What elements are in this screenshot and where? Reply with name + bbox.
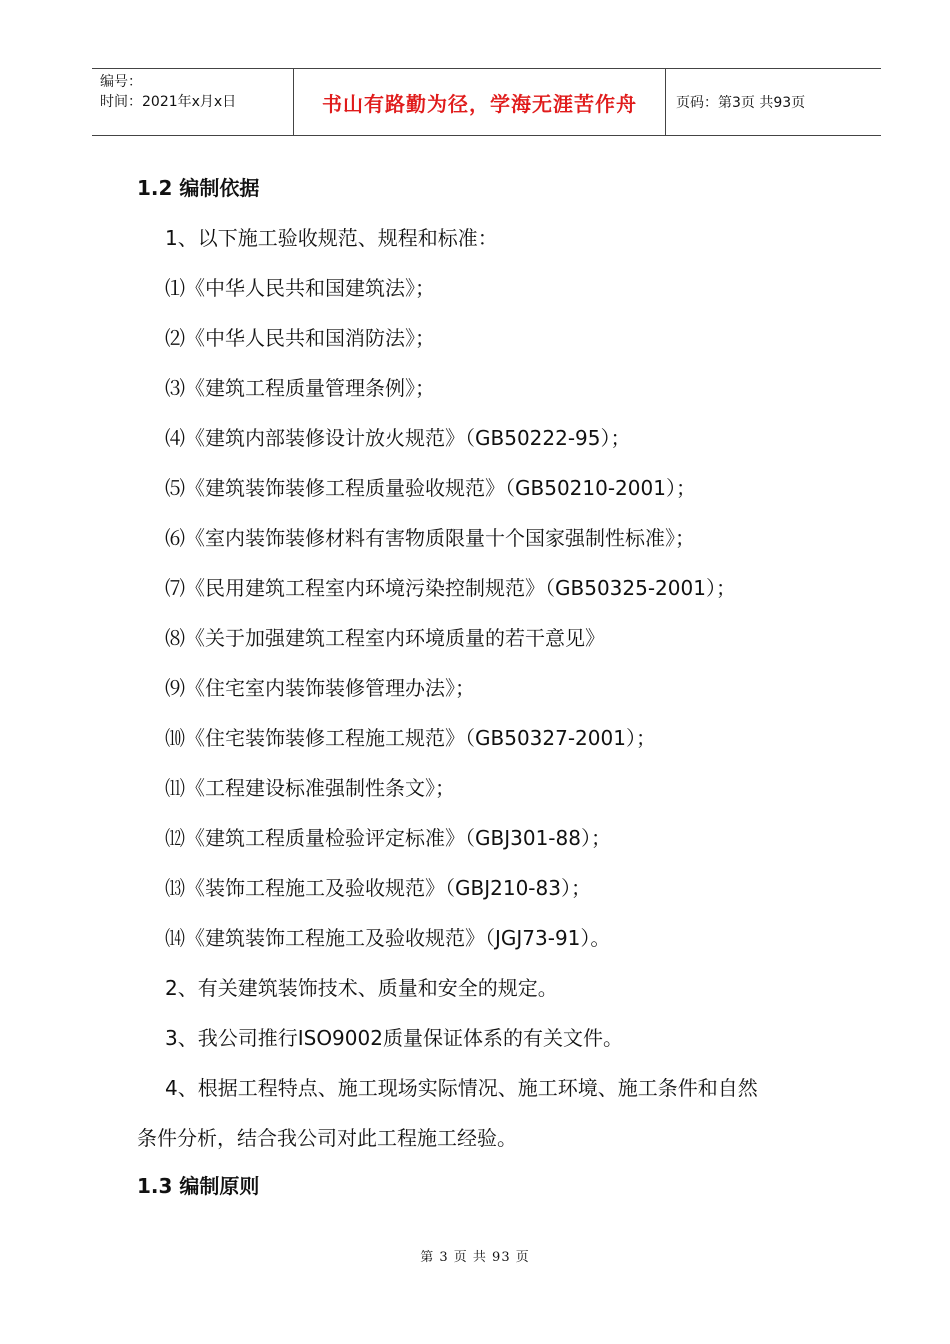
- list-item: ⑺《民用建筑工程室内环境污染控制规范》（GB50325-2001）；: [165, 576, 736, 600]
- list-item: ⑾《工程建设标准强制性条文》；: [165, 776, 455, 800]
- header-page-label: 页码：第3页 共93页: [676, 95, 806, 111]
- page-header: [92, 68, 881, 136]
- list-item: ⑸《建筑装饰装修工程质量验收规范》（GB50210-2001）；: [165, 476, 696, 500]
- list-item: ⑷《建筑内部装修设计放火规范》（GB50222-95）；: [165, 426, 631, 450]
- list-item: ⑵《中华人民共和国消防法》；: [165, 326, 435, 350]
- paragraph-line: 4、根据工程特点、施工现场实际情况、施工环境、施工条件和自然: [165, 1076, 758, 1100]
- serial-label: 编号：: [100, 74, 142, 90]
- section-title-1-3: 1.3 编制原则: [137, 1174, 260, 1198]
- page-footer: 第 3 页 共 93 页: [420, 1250, 530, 1265]
- paragraph-line: 条件分析，结合我公司对此工程施工经验。: [137, 1126, 517, 1150]
- list-item: ⒁《建筑装饰工程施工及验收规范》（JGJ73-91）。: [165, 926, 611, 950]
- header-left-cell: [92, 69, 293, 135]
- list-item: ⑴《中华人民共和国建筑法》；: [165, 276, 435, 300]
- list-item: ⑼《住宅室内装饰装修管理办法》；: [165, 676, 475, 700]
- list-item: 2、有关建筑装饰技术、质量和安全的规定。: [165, 976, 558, 1000]
- list-item: ⑹《室内装饰装修材料有害物质限量十个国家强制性标准》；: [165, 526, 695, 550]
- list-item: ⑽《住宅装饰装修工程施工规范》（GB50327-2001）；: [165, 726, 656, 750]
- list-item: ⑶《建筑工程质量管理条例》；: [165, 376, 435, 400]
- header-motto: 书山有路勤为径，学海无涯苦作舟: [293, 69, 666, 135]
- list-item: ⒀《装饰工程施工及验收规范》（GBJ210-83）；: [165, 876, 591, 900]
- list-item: ⑿《建筑工程质量检验评定标准》（GBJ301-88）；: [165, 826, 611, 850]
- list-item: 1、以下施工验收规范、规程和标准：: [165, 226, 498, 250]
- time-label: 时间：2021年x月x日: [100, 94, 237, 110]
- list-item: 3、我公司推行ISO9002质量保证体系的有关文件。: [165, 1026, 623, 1050]
- section-title-1-2: 1.2 编制依据: [137, 176, 260, 200]
- list-item: ⑻《关于加强建筑工程室内环境质量的若干意见》: [165, 626, 605, 650]
